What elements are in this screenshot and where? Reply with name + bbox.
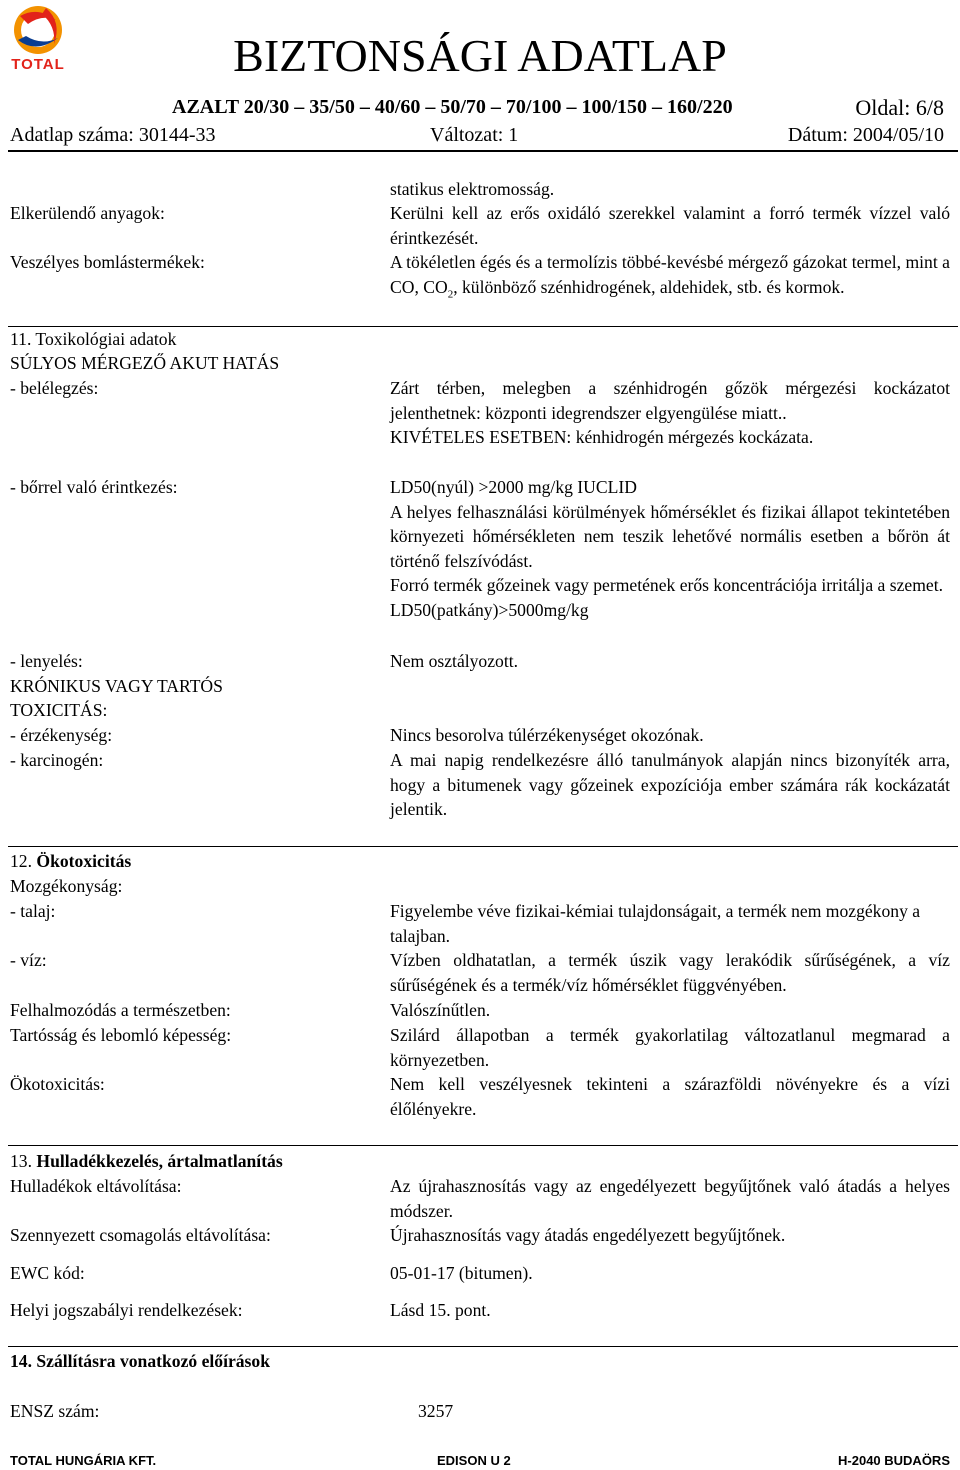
document-title: BIZTONSÁGI ADATLAP bbox=[233, 30, 727, 81]
local-regulation-text: Lásd 15. pont. bbox=[390, 1300, 491, 1320]
skin-eye-irritation: Forró termék gőzeinek vagy permetének erős koncentrációja irritálja a szemet. bbox=[390, 575, 943, 596]
mobility-heading: Mozgékonyság: bbox=[10, 876, 123, 896]
section14-heading: 14. Szállításra vonatkozó előírások bbox=[10, 1351, 270, 1371]
logo-text: TOTAL bbox=[11, 56, 65, 73]
inhalation-text: Zárt térben, melegben a szénhidrogén gőzök mérgezési kockázatot jelenthetnek: központi idegrendszer elgyengülése miatt.. bbox=[390, 378, 950, 423]
ewc-text: 05-01-17 (bitumen). bbox=[390, 1263, 533, 1283]
section13-heading: 13. Hulladékkezelés, ártalmatlanítás bbox=[10, 1151, 283, 1171]
waste-label: Hulladékok eltávolítása: bbox=[10, 1176, 182, 1196]
carcinogen-label: - karcinogén: bbox=[10, 750, 104, 770]
water-label: - víz: bbox=[10, 950, 47, 970]
soil-text: Figyelembe véve fizikai-kémiai tulajdonságait, a termék nem mozgékony a talajban. bbox=[390, 901, 921, 946]
bioaccumulation-label: Felhalmozódás a természetben: bbox=[10, 1000, 231, 1020]
chronic-heading-1: KRÓNIKUS VAGY TARTÓS bbox=[10, 676, 223, 696]
carcinogen-text: A mai napig rendelkezésre álló tanulmányok alapján nincs bizonyíték arra, hogy a bitumenek vagy gőzeinek expozíciója ember számára rák kockázatát jelentik. bbox=[390, 750, 950, 820]
skin-ld50-rat: LD50(patkány)>5000mg/kg bbox=[390, 599, 589, 620]
un-number-label: ENSZ szám: bbox=[10, 1401, 100, 1421]
chronic-heading-2: TOXICITÁS: bbox=[10, 700, 108, 720]
footer-street: EDISON U 2 bbox=[437, 1453, 511, 1468]
section12-heading: 12. Ökotoxicitás bbox=[10, 851, 132, 871]
ingestion-text: Nem osztályozott. bbox=[390, 651, 519, 671]
inhalation-note: KIVÉTELES ESETBEN: kénhidrogén mérgezés kockázata. bbox=[390, 427, 814, 448]
packaging-text: Újrahasznosítás vagy átadás engedélyezett begyűjtőnek. bbox=[390, 1225, 786, 1245]
divider-14 bbox=[8, 1346, 958, 1347]
header-divider bbox=[8, 150, 958, 152]
product-list: AZALT 20/30 – 35/50 – 40/60 – 50/70 – 70/100 – 100/150 – 160/220 bbox=[172, 96, 733, 118]
divider-12 bbox=[8, 846, 958, 847]
persistence-label: Tartósság és lebomló képesség: bbox=[10, 1025, 232, 1045]
soil-label: - talaj: bbox=[10, 901, 56, 921]
decomp-label: Veszélyes bomlástermékek: bbox=[10, 252, 205, 272]
avoid-label: Elkerülendő anyagok: bbox=[10, 203, 165, 223]
skin-ld50: LD50(nyúl) >2000 mg/kg IUCLID bbox=[390, 477, 637, 497]
ewc-label: EWC kód: bbox=[10, 1263, 85, 1283]
sensitization-label: - érzékenység: bbox=[10, 725, 113, 745]
persistence-text: Szilárd állapotban a termék gyakorlatilag változatlanul megmarad a környezetben. bbox=[390, 1025, 950, 1070]
water-text: Vízben oldhatatlan, a termék úszik vagy lerakódik sűrűségének, a víz sűrűségének és a termék/víz hőmérséklet függvényében. bbox=[390, 950, 950, 995]
waste-text: Az újrahasznosítás vagy az engedélyezett begyűjtőnek való átadás a helyes módszer. bbox=[390, 1176, 950, 1221]
bioaccumulation-text: Valószínűtlen. bbox=[390, 1000, 491, 1020]
inhalation-label: - belélegzés: bbox=[10, 378, 99, 398]
skin-absorption: A helyes felhasználási körülmények hőmérséklet és fizikai állapot tekintetében környezeti hőmérsékleten nem teszik lehetővé normális esetben a bőrön át történő felszívódást. bbox=[390, 501, 950, 571]
continuation-text: statikus elektromosság. bbox=[390, 179, 555, 199]
divider-13 bbox=[8, 1145, 958, 1146]
footer-company: TOTAL HUNGÁRIA KFT. bbox=[10, 1453, 157, 1468]
acute-heading: SÚLYOS MÉRGEZŐ AKUT HATÁS bbox=[10, 353, 280, 373]
ecotoxicity-text: Nem kell veszélyesnek tekinteni a szárazföldi növényekre és a vízi élőlényekre. bbox=[390, 1074, 950, 1119]
ecotoxicity-label: Ökotoxicitás: bbox=[10, 1074, 105, 1094]
skin-label: - bőrrel való érintkezés: bbox=[10, 477, 178, 497]
footer-city: H-2040 BUDAÖRS bbox=[838, 1453, 950, 1468]
ingestion-label: - lenyelés: bbox=[10, 651, 83, 671]
version: Változat: 1 bbox=[430, 124, 519, 146]
sheet-number: Adatlap száma: 30144-33 bbox=[10, 124, 216, 146]
un-number-value: 3257 bbox=[418, 1401, 454, 1421]
decomp-text: A tökéletlen égés és a termolízis többé-kevésbé mérgező gázokat termel, mint a CO, $CO_2$, különböző szénhidrogének, aldehidek, stb. és kormok. bbox=[390, 252, 950, 301]
local-regulation-label: Helyi jogszabályi rendelkezések: bbox=[10, 1300, 243, 1320]
sensitization-text: Nincs besorolva túlérzékenységet okozónak. bbox=[390, 725, 704, 745]
packaging-label: Szennyezett csomagolás eltávolítása: bbox=[10, 1225, 271, 1245]
section11-heading: 11. Toxikológiai adatok bbox=[10, 329, 177, 349]
page-number: Oldal: 6/8 bbox=[855, 95, 944, 120]
avoid-text: Kerülni kell az erős oxidáló szerekkel valamint a forró termék vízzel való érintkezését. bbox=[390, 203, 950, 248]
date: Dátum: 2004/05/10 bbox=[787, 124, 944, 146]
